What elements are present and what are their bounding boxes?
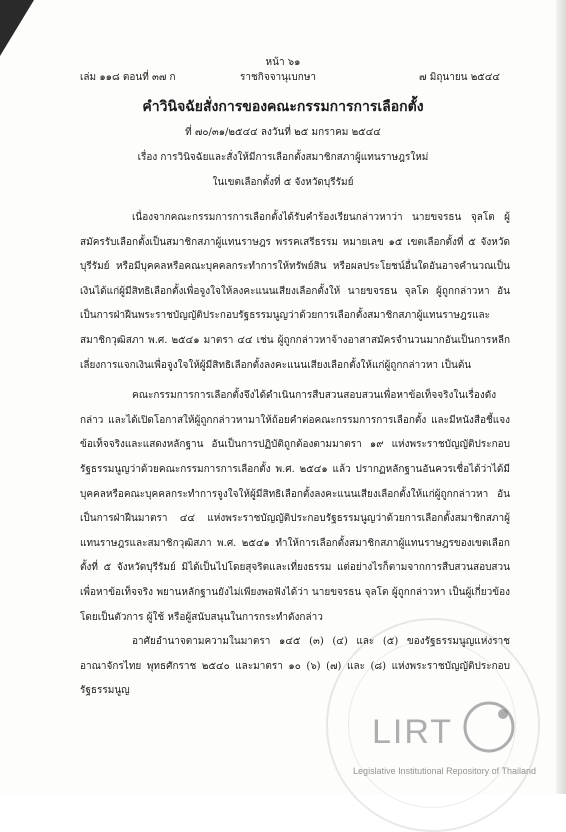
page-number: หน้า ๖๑ [265, 57, 301, 68]
page-edge-shadow [556, 0, 566, 794]
watermark-logo-text: LIRT [372, 713, 454, 751]
document-body [80, 206, 510, 704]
volume-info: เล่ม ๑๑๘ ตอนที่ ๓๗ ก [80, 72, 176, 83]
publication-name: ราชกิจจานุเบกษา [240, 72, 317, 83]
body-paragraph: เนื่องจากคณะกรรมการการเลือกตั้งได้รับคำร้องเรียนกล่าวหาว่า นายขจรธน จุลโต ผู้สมัครรับเลือกตั้งเป็นสมาชิกสภาผู้แทนราษฎร พรรคเสรีธรรม หมายเลข ๑๕ เขตเลือกตั้งที่ ๕ จังหวัดบุรีรัมย์ หรือมีบุคคลหรือคณะบุคคลกระทำการให้ทรัพย์สิน หรือผลประโยชน์อื่นใดอันอาจคำนวณเป็นเงินได้แก่ผู้มีสิทธิเลือกตั้งเพื่อจูงใจให้ลงคะแนนเสียงเลือกตั้งให้ นายขจรธน จุลโต ผู้ถูกกล่าวหา อันเป็นการฝ่าฝืนพระราชบัญญัติประกอบรัฐธรรมนูญว่าด้วยการเลือกตั้งสมาชิกสภาผู้แทนราษฎรและสมาชิกวุฒิสภา พ.ศ. ๒๕๔๑ มาตรา ๔๔ เช่น ผู้ถูกกล่าวหาจ้างอาสาสมัครจำนวนมากอันเป็นการหลีกเลี่ยงการแจกเงินเพื่อจูงใจให้ผู้มีสิทธิเลือกตั้งลงคะแนนเสียงเลือกตั้งให้แก่ผู้ถูกกล่าวหา เป็นต้น [80, 212, 510, 371]
gazette-header [80, 70, 500, 84]
publication-date: ๗ มิถุนายน ๒๕๔๔ [419, 72, 500, 83]
lirt-logo-icon [462, 700, 516, 754]
document-reference: ที่ ๗๐/๓๑/๒๕๔๔ ลงวันที่ ๒๕ มกราคม ๒๕๔๔ [185, 127, 381, 138]
watermark-caption: Legislative Institutional Repository of Thailand [353, 766, 536, 776]
document-subject-continued: ในเขตเลือกตั้งที่ ๕ จังหวัดบุรีรัมย์ [212, 177, 354, 188]
page-corner-fold [0, 0, 34, 56]
document-title: คำวินิจฉัยสั่งการของคณะกรรมการการเลือกตั้ง [142, 99, 424, 115]
body-paragraph: อาศัยอำนาจตามความในมาตรา ๑๔๕ (๓) (๔) และ (๕) ของรัฐธรรมนูญแห่งราชอาณาจักรไทย พุทธศักราช ๒๕๔๐ และมาตรา ๑๐ (๖) (๗) และ (๘) แห่งพระราชบัญญัติประกอบรัฐธรรมนูญ [80, 636, 510, 697]
document-subject: เรื่อง การวินิจฉัยและสั่งให้มีการเลือกตั้งสมาชิกสภาผู้แทนราษฎรใหม่ [137, 152, 429, 163]
body-paragraph: คณะกรรมการการเลือกตั้งจึงได้ดำเนินการสืบสวนสอบสวนเพื่อหาข้อเท็จจริงในเรื่องดังกล่าว และได้เปิดโอกาสให้ผู้ถูกกล่าวหามาให้ถ้อยคำต่อคณะกรรมการการเลือกตั้ง และมีหนังสือชี้แจงข้อเท็จจริงและแสดงหลักฐาน อันเป็นการปฏิบัติถูกต้องตามมาตรา ๑๙ แห่งพระราชบัญญัติประกอบรัฐธรรมนูญว่าด้วยคณะกรรมการการเลือกตั้ง พ.ศ. ๒๕๔๑ แล้ว ปรากฏหลักฐานอันควรเชื่อได้ว่าได้มีบุคคลหรือคณะบุคคลกระทำการจูงใจให้ผู้มีสิทธิเลือกตั้งลงคะแนนเสียงเลือกตั้งให้แก่ผู้ถูกกล่าวหา อันเป็นการฝ่าฝืนมาตรา ๔๔ แห่งพระราชบัญญัติประกอบรัฐธรรมนูญว่าด้วยการเลือกตั้งสมาชิกสภาผู้แทนราษฎรและสมาชิกวุฒิสภา พ.ศ. ๒๕๔๑ ทำให้การเลือกตั้งสมาชิกสภาผู้แทนราษฎรของเขตเลือกตั้งที่ ๕ จังหวัดบุรีรัมย์ มิได้เป็นไปโดยสุจริตและเที่ยงธรรม แต่อย่างไรก็ตามจากการสืบสวนสอบสวนเพื่อหาข้อเท็จจริง พยานหลักฐานยังไม่เพียงพอฟังได้ว่า นายขจรธน จุลโต ผู้ถูกกล่าวหา เป็นผู้เกี่ยวข้องโดยเป็นตัวการ ผู้ใช้ หรือผู้สนับสนุนในการกระทำดังกล่าว [80, 390, 510, 623]
